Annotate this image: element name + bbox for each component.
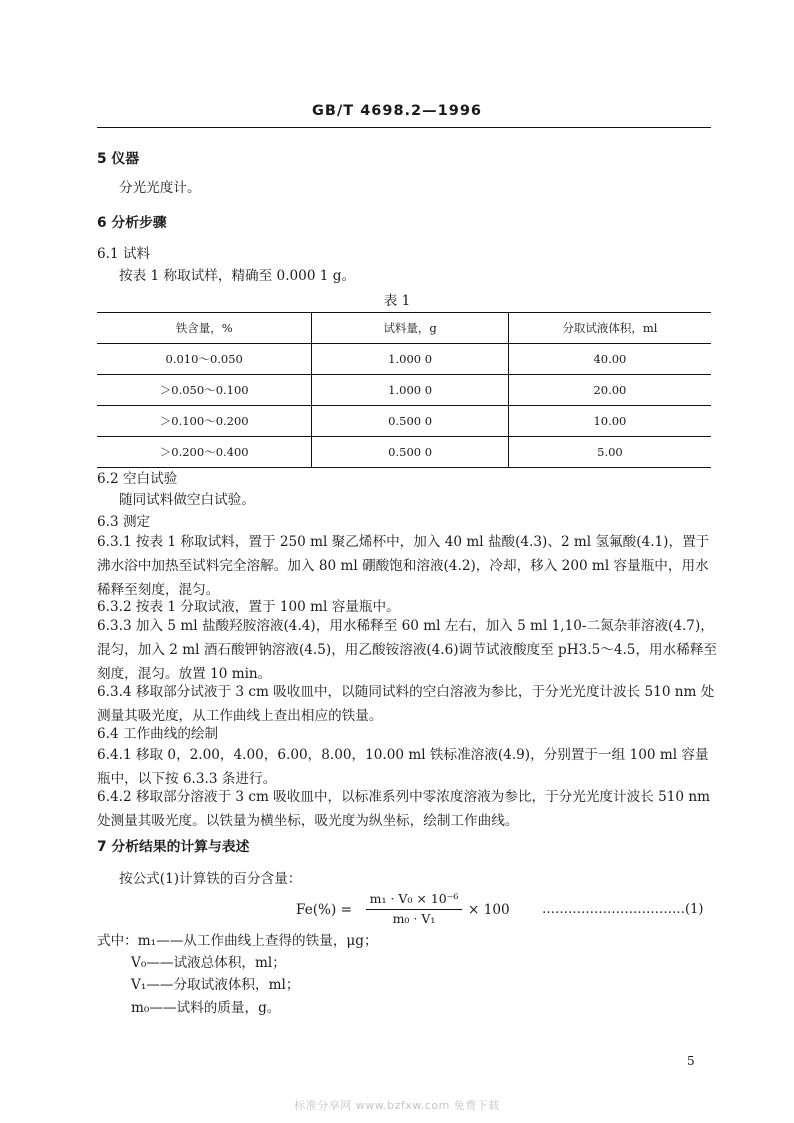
section-6-1-title: 6.1 试料 — [97, 246, 151, 262]
where-line: V₁——分取试液体积，ml； — [131, 977, 300, 993]
section-6-2-title: 6.2 空白试验 — [97, 471, 178, 487]
formula-number: ……………………………(1) — [542, 902, 704, 917]
standard-number-header: GB/T 4698.2—1996 — [312, 103, 482, 119]
formula-denominator: m₀ · V₁ — [392, 911, 436, 926]
table-cell: 10.00 — [508, 406, 711, 437]
where-line: V₀——试液总体积，ml； — [131, 955, 286, 971]
table-header-row — [97, 313, 711, 344]
header-rule — [97, 127, 711, 128]
table-cell: 20.00 — [508, 375, 711, 406]
section-7-intro: 按公式(1)计算铁的百分含量： — [119, 871, 302, 887]
where-line: 式中：m₁——从工作曲线上查得的铁量，μg； — [97, 933, 378, 949]
watermark: 标准分享网 www.bzfxw.com 免费下载 — [294, 1099, 500, 1112]
section-6-4-title: 6.4 工作曲线的绘制 — [97, 726, 219, 742]
formula-numerator: m₁ · V₀ × 10⁻⁶ — [366, 890, 462, 910]
table-header-cell: 分取试液体积，ml — [508, 313, 711, 344]
table-cell: 0.500 0 — [312, 437, 508, 468]
table-cell: ＞0.100～0.200 — [97, 406, 312, 437]
paragraph-6-3-1: 6.3.1 按表 1 称取试料，置于 250 ml 聚乙烯杯中，加入 40 ml 盐酸(4.3)、2 ml 氢氟酸(4.1)，置于沸水浴中加热至试料完全溶解。加入 80 ml 硼酸饱和溶液(4.2)，冷却，移入 200 ml 容量瓶中，用水稀释至刻度，混匀。 — [97, 534, 710, 598]
paragraph-6-4-2: 6.4.2 移取部分溶液于 3 cm 吸收皿中，以标准系列中零浓度溶液为参比，于分光光度计波长 510 nm 处测量其吸光度。以铁量为横坐标，吸光度为纵坐标，绘制工作曲线。 — [97, 789, 711, 829]
table-row — [97, 344, 711, 375]
section-6-2-text: 随同试料做空白试验。 — [119, 492, 255, 508]
section-5-title: 5 仪器 — [97, 151, 139, 167]
section-6-3-title: 6.3 测定 — [97, 514, 151, 530]
table-cell: 1.000 0 — [312, 344, 508, 375]
table-row — [97, 437, 711, 468]
paragraph-6-3-2: 6.3.2 按表 1 分取试液，置于 100 ml 容量瓶中。 — [97, 599, 400, 615]
table-cell: 5.00 — [508, 437, 711, 468]
section-5-text: 分光光度计。 — [119, 180, 201, 196]
table-cell: ＞0.200～0.400 — [97, 437, 312, 468]
section-6-title: 6 分析步骤 — [97, 215, 167, 231]
table-header-cell: 试料量，g — [312, 313, 508, 344]
page-number: 5 — [687, 1054, 695, 1068]
table-cell: 40.00 — [508, 344, 711, 375]
table-cell: 0.010～0.050 — [97, 344, 312, 375]
table-row — [97, 375, 711, 406]
table-cell: ＞0.050～0.100 — [97, 375, 312, 406]
sample-amount-table — [97, 312, 711, 468]
formula-fraction — [366, 890, 462, 928]
table-header-cell: 铁含量，% — [97, 313, 312, 344]
where-line: m₀——试料的质量，g。 — [131, 1000, 281, 1016]
table-row — [97, 406, 711, 437]
section-7-title: 7 分析结果的计算与表述 — [97, 839, 250, 855]
section-6-1-text: 按表 1 称取试样，精确至 0.000 1 g。 — [119, 268, 356, 284]
paragraph-6-3-4: 6.3.4 移取部分试液于 3 cm 吸收皿中，以随同试料的空白溶液为参比，于分光光度计波长 510 nm 处测量其吸光度，从工作曲线上查出相应的铁量。 — [97, 684, 715, 724]
table-caption: 表 1 — [383, 293, 411, 309]
table-cell: 0.500 0 — [312, 406, 508, 437]
formula-lhs: Fe(%) = — [296, 902, 352, 918]
paragraph-6-4-1: 6.4.1 移取 0，2.00，4.00，6.00，8.00，10.00 ml 铁标准溶液(4.9)，分别置于一组 100 ml 容量瓶中，以下按 6.3.3 条进行。 — [97, 747, 709, 787]
paragraph-6-3-3: 6.3.3 加入 5 ml 盐酸羟胺溶液(4.4)，用水稀释至 60 ml 左右，加入 5 ml 1,10-二氮杂菲溶液(4.7)，混匀，加入 2 ml 酒石酸钾钠溶液(4.5)，用乙酸铵溶液(4.6)调节试液酸度至 pH3.5～4.5，用水稀释至刻度，混匀。放置 10 min。 — [97, 618, 718, 682]
formula-rhs: × 100 — [468, 902, 510, 918]
table-cell: 1.000 0 — [312, 375, 508, 406]
